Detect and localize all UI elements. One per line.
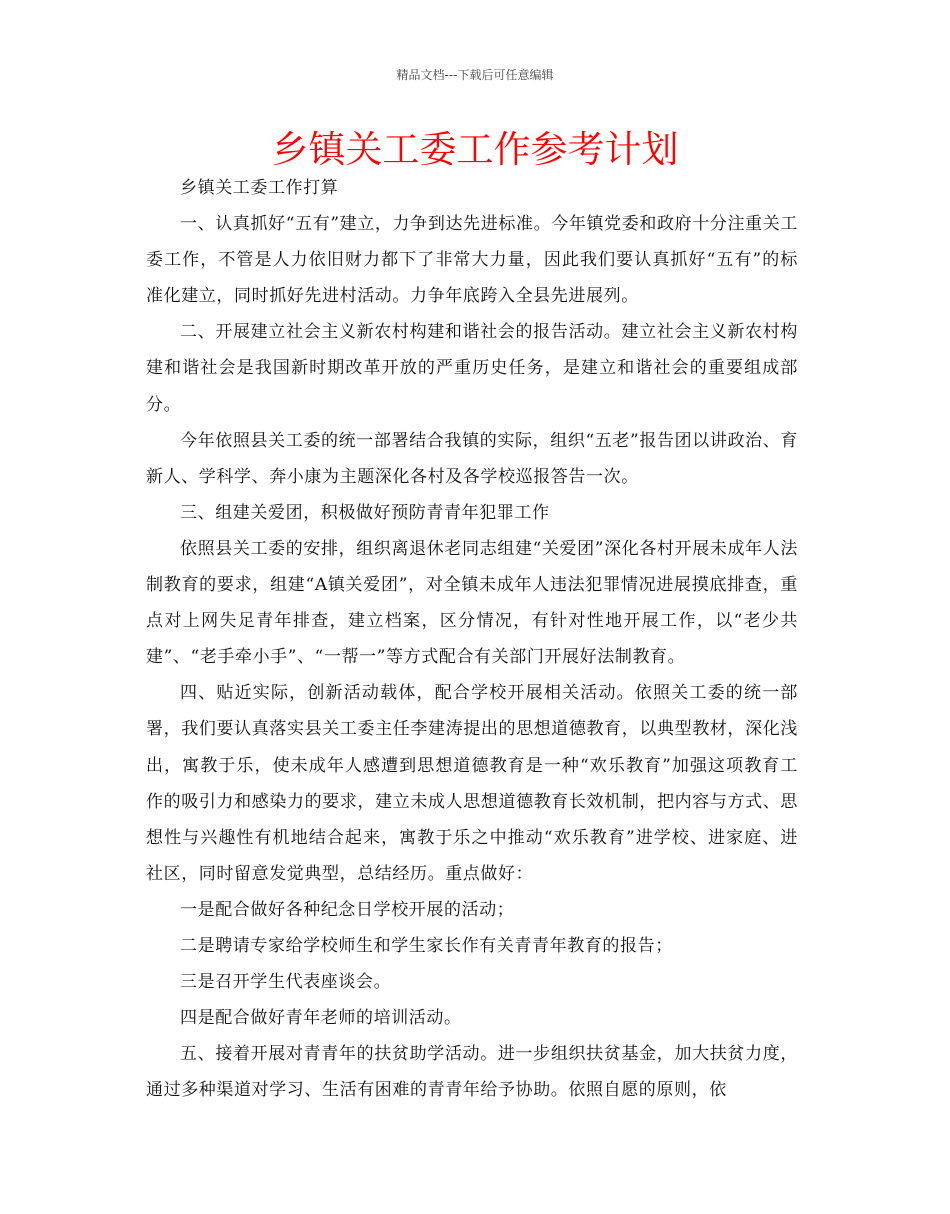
list-item-2: 二是聘请专家给学校师生和学生家长作有关青青年教育的报告； bbox=[180, 935, 673, 956]
list-item-1: 一是配合做好各种纪念日学校开展的活动； bbox=[180, 899, 515, 920]
document-body bbox=[146, 170, 798, 1108]
document-title: 乡镇关工委工作参考计划 bbox=[271, 128, 679, 171]
list-item-4: 四是配合做好青年老师的培训活动。 bbox=[180, 1008, 462, 1029]
paragraph-section-5: 五、接着开展对青青年的扶贫助学活动。进一步组织扶贫基金，加大扶贫力度，通过多种渠道对学习、生活有困难的青青年给予协助。依照自愿的原则，依 bbox=[146, 1044, 798, 1101]
paragraph-subtitle: 乡镇关工委工作打算 bbox=[180, 178, 339, 198]
paragraph-section-2: 二、开展建立社会主义新农村构建和谐社会的报告活动。建立社会主义新农村构建和谐社会是我国新时期改革开放的严重历史任务，是建立和谐社会的重要组成部分。 bbox=[146, 322, 798, 415]
paragraph-section-1: 一、认真抓好“五有”建立，力争到达先进标准。今年镇党委和政府十分注重关工委工作，不管是人力依旧财力都下了非常大力量，因此我们要认真抓好“五有”的标准化建立，同时抓好先进村活动。力争年底跨入全县先进展列。 bbox=[146, 214, 798, 307]
paragraph-section-3: 三、组建关爱团，积极做好预防青青年犯罪工作 bbox=[180, 502, 550, 523]
paragraph-section-3-detail: 依照县关工委的安排，组织离退休老同志组建“关爱团”深化各村开展未成年人法制教育的要求，组建“A镇关爱团”，对全镇未成年人违法犯罪情况进展摸底排查，重点对上网失足青年排查，建立档案，区分情况，有针对性地开展工作，以“老少共建”、“老手牵小手”、“一帮一”等方式配合有关部门开展好法制教育。 bbox=[146, 538, 798, 668]
list-item-3: 三是召开学生代表座谈会。 bbox=[180, 972, 392, 993]
paragraph-section-2-detail: 今年依照县关工委的统一部署结合我镇的实际，组织“五老”报告团以讲政治、育新人、学科学、奔小康为主题深化各村及各学校巡报答告一次。 bbox=[146, 430, 798, 487]
header-note: 精品文档---下载后可任意编辑 bbox=[396, 68, 554, 82]
paragraph-section-4: 四、贴近实际，创新活动载体，配合学校开展相关活动。依照关工委的统一部署，我们要认真落实县关工委主任李建涛提出的思想道德教育，以典型教材，深化浅出，寓教于乐，使未成年人感遭到思想道德教育是一种“欢乐教育”加强这项教育工作的吸引力和感染力的要求，建立未成人思想道德教育长效机制，把内容与方式、思想性与兴趣性有机地结合起来，寓教于乐之中推动“欢乐教育”进学校、进家庭、进社区，同时留意发觉典型，总结经历。重点做好： bbox=[146, 683, 798, 884]
